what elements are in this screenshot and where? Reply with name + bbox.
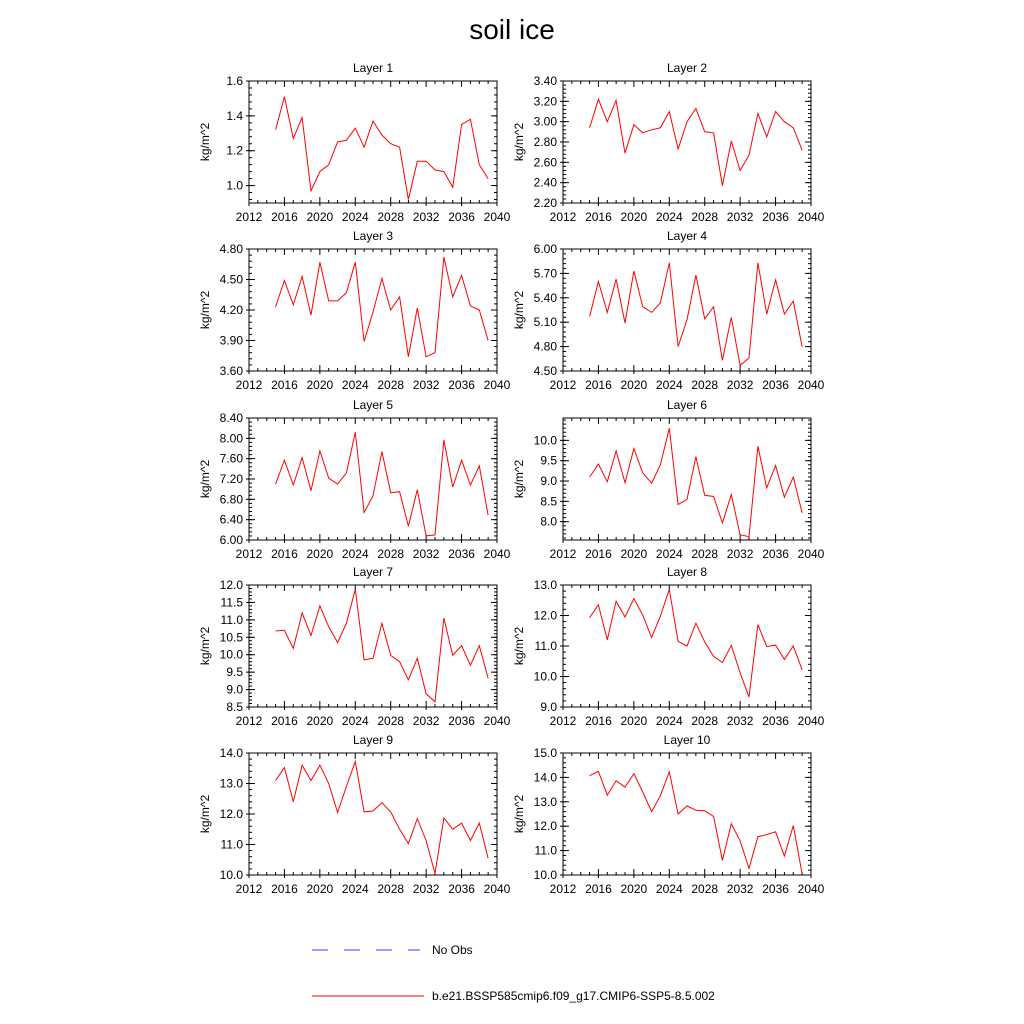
- x-tick-label: 2020: [306, 378, 334, 392]
- panel-title: Layer 2: [666, 61, 708, 75]
- y-axis-label: kg/m^2: [198, 459, 212, 499]
- x-tick-label: 2016: [271, 882, 298, 896]
- y-tick-label: 10.0: [533, 669, 557, 684]
- panel-title: Layer 7: [352, 565, 394, 579]
- panel-title: Layer 6: [666, 398, 708, 412]
- y-axis-label: kg/m^2: [512, 626, 526, 666]
- panel-layer-6: [512, 398, 825, 561]
- panel-title: Layer 8: [666, 565, 708, 579]
- x-tick-label: 2024: [341, 378, 369, 392]
- y-tick-label: 7.20: [219, 472, 243, 486]
- x-tick-label: 2036: [448, 714, 475, 728]
- x-tick-label: 2036: [448, 210, 475, 224]
- x-tick-label: 2032: [726, 882, 754, 896]
- y-tick-label: 14.0: [533, 770, 557, 785]
- y-tick-label: 11.5: [220, 595, 243, 610]
- x-tick-label: 2028: [377, 210, 405, 224]
- y-tick-label: 9.0: [540, 700, 557, 714]
- x-tick-label: 2028: [377, 882, 405, 896]
- x-tick-label: 2036: [762, 210, 789, 224]
- series-line: [276, 432, 489, 536]
- series-line: [590, 771, 803, 874]
- y-tick-label: 3.90: [219, 333, 243, 348]
- y-tick-label: 10.0: [533, 868, 557, 882]
- legend-obs-label: No Obs: [432, 943, 473, 957]
- panel-layer-4: [512, 229, 825, 392]
- x-tick-label: 2036: [762, 378, 789, 392]
- y-tick-label: 9.0: [540, 474, 557, 489]
- x-tick-label: 2016: [585, 210, 612, 224]
- y-tick-label: 1.2: [226, 143, 243, 158]
- x-tick-label: 2012: [235, 882, 263, 896]
- panel-title: Layer 4: [666, 229, 708, 243]
- x-tick-label: 2024: [655, 378, 683, 392]
- panel-layer-7: [198, 565, 511, 728]
- x-tick-label: 2024: [341, 547, 369, 561]
- plot-frame: [249, 585, 497, 707]
- y-tick-label: 11.0: [220, 837, 243, 852]
- x-tick-label: 2024: [655, 210, 683, 224]
- y-tick-label: 3.40: [533, 74, 557, 88]
- x-tick-label: 2016: [271, 547, 298, 561]
- x-tick-label: 2036: [448, 378, 475, 392]
- x-tick-label: 2028: [377, 547, 405, 561]
- x-tick-label: 2028: [691, 378, 719, 392]
- series-line: [276, 762, 489, 874]
- x-tick-label: 2012: [549, 210, 577, 224]
- x-tick-label: 2040: [797, 210, 825, 224]
- y-tick-label: 10.0: [219, 647, 243, 662]
- x-tick-label: 2012: [235, 210, 263, 224]
- y-tick-label: 1.4: [226, 108, 243, 123]
- panel-layer-5: [198, 398, 511, 561]
- x-tick-label: 2012: [235, 378, 263, 392]
- plot-frame: [249, 753, 497, 875]
- y-tick-label: 5.40: [533, 290, 557, 305]
- y-tick-label: 1.6: [226, 74, 243, 88]
- y-tick-label: 8.0: [540, 514, 557, 529]
- x-tick-label: 2020: [620, 210, 648, 224]
- y-tick-label: 13.0: [219, 776, 243, 791]
- y-tick-label: 11.0: [534, 639, 557, 653]
- x-tick-label: 2040: [483, 547, 511, 561]
- x-tick-label: 2040: [797, 547, 825, 561]
- y-tick-label: 10.0: [533, 433, 557, 448]
- x-tick-label: 2040: [483, 882, 511, 896]
- plot-frame: [249, 81, 497, 203]
- y-tick-label: 2.20: [533, 196, 557, 210]
- x-tick-label: 2016: [585, 547, 612, 561]
- x-tick-label: 2020: [620, 547, 648, 561]
- x-tick-label: 2024: [341, 882, 369, 896]
- y-tick-label: 13.0: [533, 794, 557, 809]
- x-tick-label: 2028: [377, 378, 405, 392]
- x-tick-label: 2036: [762, 547, 789, 561]
- plot-frame: [249, 249, 497, 371]
- series-line: [276, 97, 489, 200]
- y-tick-label: 6.40: [219, 512, 243, 527]
- x-tick-label: 2040: [797, 378, 825, 392]
- y-tick-label: 3.60: [219, 364, 243, 378]
- x-tick-label: 2020: [306, 547, 334, 561]
- panel-layer-1: [198, 61, 511, 224]
- panel-layer-9: [198, 733, 511, 896]
- x-tick-label: 2032: [726, 714, 754, 728]
- x-tick-label: 2016: [271, 714, 298, 728]
- panel-layer-8: [512, 565, 825, 728]
- y-tick-label: 5.70: [533, 266, 557, 281]
- y-axis-label: kg/m^2: [512, 459, 526, 499]
- x-tick-label: 2016: [271, 210, 298, 224]
- x-tick-label: 2012: [549, 714, 577, 728]
- panel-layer-10: [512, 733, 825, 896]
- panel-title: Layer 10: [663, 733, 711, 747]
- y-axis-label: kg/m^2: [198, 794, 212, 834]
- x-tick-label: 2032: [412, 378, 440, 392]
- series-line: [590, 263, 803, 366]
- x-tick-label: 2024: [655, 714, 683, 728]
- plot-frame: [563, 249, 811, 371]
- x-tick-label: 2016: [585, 378, 612, 392]
- series-line: [590, 589, 803, 697]
- x-tick-label: 2028: [691, 882, 719, 896]
- x-tick-label: 2024: [655, 882, 683, 896]
- y-axis-label: kg/m^2: [198, 290, 212, 330]
- panel-title: Layer 9: [352, 733, 394, 747]
- x-tick-label: 2012: [235, 547, 263, 561]
- y-tick-label: 9.5: [540, 453, 557, 468]
- panel-title: Layer 1: [352, 61, 394, 75]
- x-tick-label: 2016: [585, 882, 612, 896]
- x-tick-label: 2020: [620, 882, 648, 896]
- y-tick-label: 14.0: [219, 746, 243, 760]
- series-line: [276, 589, 489, 702]
- x-tick-label: 2016: [585, 714, 612, 728]
- y-tick-label: 4.20: [219, 303, 243, 317]
- x-tick-label: 2036: [762, 714, 789, 728]
- x-tick-label: 2020: [306, 882, 334, 896]
- x-tick-label: 2040: [797, 882, 825, 896]
- panel-layer-3: [198, 229, 511, 392]
- y-tick-label: 3.20: [533, 94, 557, 109]
- x-tick-label: 2040: [483, 210, 511, 224]
- y-tick-label: 10.0: [219, 868, 243, 882]
- plot-frame: [563, 81, 811, 203]
- y-tick-label: 7.60: [219, 451, 243, 466]
- x-tick-label: 2020: [306, 714, 334, 728]
- y-tick-label: 10.5: [219, 630, 243, 645]
- y-axis-label: kg/m^2: [512, 794, 526, 834]
- panel-title: Layer 5: [352, 398, 394, 412]
- x-tick-label: 2016: [271, 378, 298, 392]
- y-tick-label: 4.80: [219, 242, 243, 256]
- plot-frame: [249, 418, 497, 540]
- y-tick-label: 5.10: [533, 315, 557, 330]
- panel-title: Layer 3: [352, 229, 394, 243]
- y-tick-label: 8.00: [219, 431, 243, 446]
- y-tick-label: 8.5: [540, 494, 557, 509]
- x-tick-label: 2012: [549, 378, 577, 392]
- x-tick-label: 2040: [797, 714, 825, 728]
- x-tick-label: 2012: [549, 882, 577, 896]
- x-tick-label: 2024: [655, 547, 683, 561]
- x-tick-label: 2040: [483, 714, 511, 728]
- x-tick-label: 2020: [620, 378, 648, 392]
- y-tick-label: 12.0: [219, 807, 243, 821]
- x-tick-label: 2028: [691, 714, 719, 728]
- y-tick-label: 11.0: [534, 843, 557, 858]
- y-axis-label: kg/m^2: [198, 626, 212, 666]
- y-tick-label: 2.60: [533, 155, 557, 170]
- y-tick-label: 6.00: [219, 533, 243, 547]
- chart-title: soil ice: [469, 14, 555, 45]
- panel-layer-2: [512, 61, 825, 224]
- x-tick-label: 2036: [762, 882, 789, 896]
- y-tick-label: 8.40: [219, 411, 243, 425]
- x-tick-label: 2024: [341, 714, 369, 728]
- x-tick-label: 2036: [448, 547, 475, 561]
- y-tick-label: 1.0: [226, 178, 243, 193]
- x-tick-label: 2032: [726, 378, 754, 392]
- x-tick-label: 2036: [448, 882, 475, 896]
- y-tick-label: 9.0: [226, 682, 243, 697]
- y-tick-label: 6.00: [533, 242, 557, 256]
- legend-model-label: b.e21.BSSP585cmip6.f09_g17.CMIP6-SSP5-8.5.002: [432, 989, 715, 1003]
- y-tick-label: 12.0: [533, 819, 557, 834]
- plot-frame: [563, 418, 811, 540]
- x-tick-label: 2040: [483, 378, 511, 392]
- x-tick-label: 2020: [620, 714, 648, 728]
- y-tick-label: 15.0: [533, 746, 557, 760]
- y-tick-label: 3.00: [533, 114, 557, 129]
- x-tick-label: 2032: [726, 210, 754, 224]
- x-tick-label: 2032: [412, 882, 440, 896]
- y-tick-label: 4.80: [533, 339, 557, 354]
- y-tick-label: 12.0: [533, 608, 557, 623]
- x-tick-label: 2028: [377, 714, 405, 728]
- y-tick-label: 9.5: [226, 665, 243, 680]
- y-tick-label: 2.40: [533, 175, 557, 190]
- x-tick-label: 2032: [412, 714, 440, 728]
- x-tick-label: 2032: [412, 547, 440, 561]
- y-tick-label: 13.0: [533, 578, 557, 592]
- x-tick-label: 2028: [691, 547, 719, 561]
- y-axis-label: kg/m^2: [198, 122, 212, 162]
- series-line: [590, 99, 803, 185]
- y-tick-label: 8.5: [226, 700, 243, 714]
- x-tick-label: 2024: [341, 210, 369, 224]
- plot-frame: [563, 753, 811, 875]
- y-tick-label: 11.0: [220, 612, 243, 627]
- x-tick-label: 2032: [726, 547, 754, 561]
- x-tick-label: 2032: [412, 210, 440, 224]
- x-tick-label: 2020: [306, 210, 334, 224]
- y-tick-label: 4.50: [219, 272, 243, 287]
- x-tick-label: 2012: [549, 547, 577, 561]
- y-tick-label: 12.0: [219, 578, 243, 592]
- series-line: [590, 428, 803, 537]
- y-axis-label: kg/m^2: [512, 290, 526, 330]
- x-tick-label: 2012: [235, 714, 263, 728]
- y-tick-label: 4.50: [533, 364, 557, 378]
- y-tick-label: 6.80: [219, 492, 243, 507]
- series-line: [276, 257, 489, 357]
- y-tick-label: 2.80: [533, 135, 557, 149]
- x-tick-label: 2028: [691, 210, 719, 224]
- y-axis-label: kg/m^2: [512, 122, 526, 162]
